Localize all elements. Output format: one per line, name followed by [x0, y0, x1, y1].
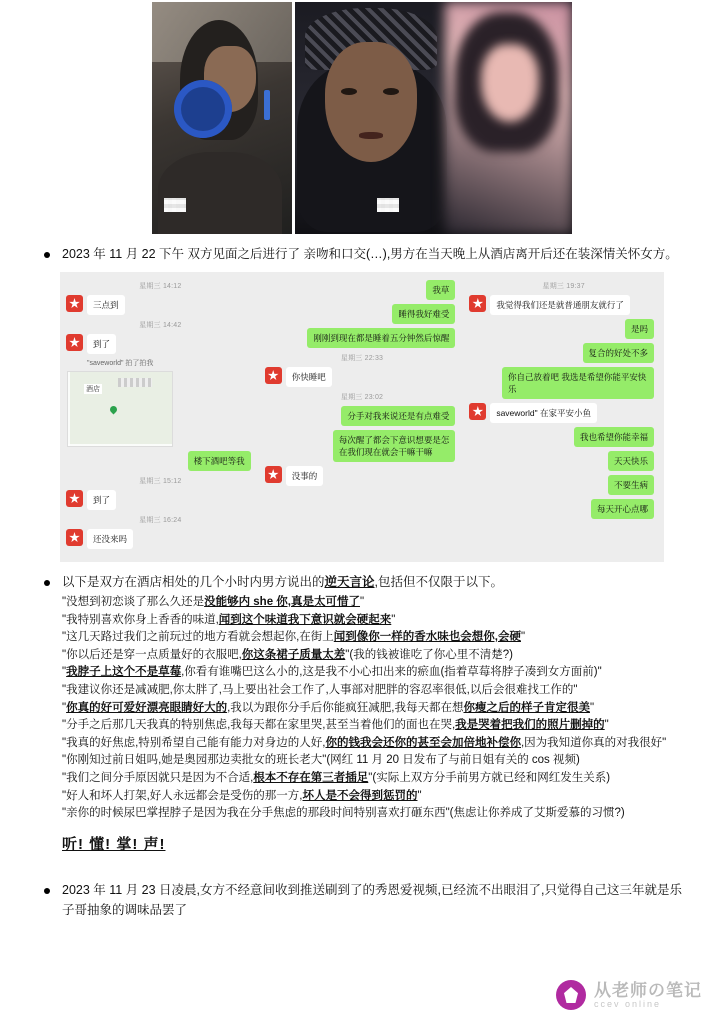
map-pin-icon — [109, 405, 119, 415]
censor-mosaic-icon — [164, 198, 186, 212]
avatar — [265, 466, 282, 483]
headphones-icon — [174, 80, 232, 138]
chat-message-out — [469, 343, 658, 363]
chat-bubble: 你快睡吧 — [286, 367, 332, 387]
avatar — [66, 529, 83, 546]
chat-bubble: 是吗 — [625, 319, 654, 339]
chat-message-out — [469, 499, 658, 519]
chat-bubble: 我草 — [426, 280, 455, 300]
censor-mosaic-icon — [118, 378, 152, 387]
chat-message-out — [469, 427, 658, 447]
quote-line: "你刚知过前日姐吗,她是奥园那边卖批女的班长老大"(网红 11 月 20 日发布了与前日姐有关的 cos 视频) — [62, 754, 580, 767]
chat-bubble: 天天快乐 — [608, 451, 654, 471]
photo-right — [295, 2, 572, 234]
quote-line: "我们之间分手原因就只是因为不合适,根本不存在第三者插足"(实际上双方分手前男方就已经和网红发生关系) — [62, 771, 611, 784]
chat-timestamp: 星期三 23:02 — [340, 394, 384, 401]
photo-strip — [152, 0, 572, 234]
chat-message-in — [469, 403, 658, 423]
quote-line: "亲你的时候尿巴掌捏脖子是因为我在分手焦虑的那段时间特别喜欢打砸东西"(焦虑让你养成了艾斯爱慕的习惯?) — [62, 807, 625, 820]
chat-bubble: 三点到 — [87, 295, 125, 315]
shield-logo-icon — [556, 980, 586, 1010]
chat-bubble: 刚刚到现在都是睡着五分钟然后惊醒 — [307, 328, 455, 348]
chat-timestamp: 星期三 22:33 — [340, 355, 384, 362]
chat-message-out — [469, 475, 658, 495]
chat-message-in — [469, 295, 658, 315]
face-shape — [325, 42, 417, 162]
chat-system-note: "saveworld" 拍了拍我 — [87, 360, 154, 367]
chat-message-out — [265, 430, 460, 462]
bullet-item-2 — [18, 572, 706, 592]
bullet-text-2 — [62, 572, 503, 592]
shoulder-shape — [158, 152, 282, 234]
chat-bubble: 睡得我好难受 — [392, 304, 455, 324]
chat-bubble: 不要生病 — [608, 475, 654, 495]
quote-list — [62, 594, 706, 823]
chat-bubble: 每天开心点哪 — [591, 499, 654, 519]
photo-left — [152, 2, 292, 234]
quote-line: "这几天路过我们之前玩过的地方看就会想起你,在街上闻到像你一样的香水味也会想你,会硬" — [62, 631, 526, 644]
bullet-item-3 — [18, 880, 706, 920]
quote-line: "好人和坏人打架,好人永远都会是受伤的那一方,坏人是不会得到惩罚的" — [62, 789, 422, 802]
bullet2-suffix: ,包括但不仅限于以下。 — [374, 575, 504, 589]
chat-bubble: 复合的好处不多 — [583, 343, 655, 363]
chat-message-in — [265, 466, 460, 486]
chat-timestamp: 星期三 16:24 — [139, 517, 182, 524]
avatar — [66, 334, 83, 351]
chat-message-out — [265, 280, 460, 300]
quote-line: "我真的好焦虑,特别希望自己能有能力对身边的人好,你的钱我会还你的甚至会加倍地补偿你,因为我知道你真的对我很好" — [62, 736, 667, 749]
chat-bubble: 到了 — [87, 334, 116, 354]
chat-screenshot — [60, 272, 664, 562]
chat-bubble: 你自己放着吧 我选是希望你能平安快乐 — [502, 367, 654, 399]
chat-message-in — [66, 529, 255, 549]
chat-bubble: 还没来吗 — [87, 529, 133, 549]
pen-shape — [264, 90, 270, 120]
chat-timestamp: 星期三 14:12 — [139, 283, 182, 290]
slogan-text: 听! 懂! 掌! 声! — [62, 835, 166, 853]
chat-column-3 — [466, 276, 661, 558]
chat-bubble: 我也希望你能幸福 — [574, 427, 654, 447]
chat-timestamp: 星期三 15:12 — [139, 478, 182, 485]
chat-timestamp: 星期三 14:42 — [139, 322, 182, 329]
bullet-item-1 — [18, 244, 706, 264]
censor-mosaic-icon — [377, 198, 399, 212]
chat-bubble: 没事的 — [286, 466, 324, 486]
watermark — [556, 980, 702, 1010]
chat-message-out — [469, 451, 658, 471]
quote-line: "没想到初恋谈了那么久还是没能够内 she 你,真是太可惜了" — [62, 596, 365, 608]
chat-column-2 — [262, 276, 463, 558]
quote-line: "我建议你还是减减肥,你太胖了,马上要出社会工作了,人事部对肥胖的容忍率很低,以后会很难找工作的" — [62, 683, 578, 696]
map-attachment — [67, 371, 173, 447]
chat-column-1 — [63, 276, 258, 558]
quote-line: "我脖子上这个不是草莓,你看有谁嘴巴这么小的,这是我不小心扣出来的瘀血(指着草莓将脖子凑到女方面前)" — [62, 666, 602, 679]
chat-bubble: 楼下酒吧等我 — [188, 451, 251, 471]
avatar — [469, 403, 486, 420]
bullet2-prefix: 以下是双方在酒店相处的几个小时内男方说出的 — [62, 575, 325, 589]
chat-message-in — [66, 295, 255, 315]
bullet-dot-icon — [44, 888, 50, 894]
quote-line: "分手之后那几天我真的特别焦虑,我每天都在家里哭,甚至当着他们的面也在哭,我是哭着把我们的照片删掉的" — [62, 719, 609, 732]
chat-message-out — [265, 304, 460, 324]
chat-timestamp: 星期三 19:37 — [542, 283, 585, 290]
avatar — [265, 367, 282, 384]
left-eye — [341, 88, 357, 95]
map-label: 酒店 — [86, 386, 100, 393]
chat-message-out — [469, 367, 658, 399]
bullet-text-1: 2023 年 11 月 22 下午 双方见面之后进行了 亲吻和口交(…),男方在当天晚上从酒店离开后还在装深情关怀女方。 — [62, 247, 678, 261]
avatar — [66, 490, 83, 507]
chat-bubble: 我觉得我们还是就普通朋友就行了 — [490, 295, 630, 315]
bullet-dot-icon — [44, 252, 50, 258]
chat-message-in — [66, 334, 255, 354]
quote-line: "我特别喜欢你身上香香的味道,闻到这个味道我下意识就会硬起来" — [62, 613, 396, 626]
bullet-dot-icon — [44, 580, 50, 586]
chat-bubble: saveworld" 在家平安小鱼 — [490, 403, 597, 423]
chat-bubble: 到了 — [87, 490, 116, 510]
chat-message-out — [265, 406, 460, 426]
mouth — [359, 132, 383, 139]
watermark-title: 从老师の笔记 — [594, 980, 702, 1000]
chat-message-out — [265, 328, 460, 348]
right-eye — [383, 88, 399, 95]
avatar — [469, 295, 486, 312]
chat-bubble: 分手对我来说还是有点难受 — [341, 406, 455, 426]
chat-message-out — [66, 451, 255, 471]
chat-message-in — [66, 490, 255, 510]
bullet-text-3: 2023 年 11 月 23 日凌晨,女方不经意间收到推送刷到了的秀恩爱视频,已经流不出眼泪了,只觉得自己这三年就是乐子哥抽象的调味品罢了 — [62, 882, 682, 917]
avatar — [66, 295, 83, 312]
chat-message-out — [469, 319, 658, 339]
second-person-face — [481, 44, 539, 122]
quote-line: "你以后还是穿一点质量好的衣服吧,你这条裙子质量太差"(我的钱被谁吃了你心里不清楚?) — [62, 648, 513, 661]
chat-bubble: 每次醒了都会下意识想要是怎 在我们现在就会干嘛干嘛 — [333, 430, 456, 462]
watermark-subtitle: ccev online — [594, 998, 662, 1009]
quote-line: "你真的好可爱好漂亮眼睛好大的,我以为跟你分手后你能疯狂减肥,我每天都在想你瘦之后的样子肯定很美" — [62, 701, 595, 714]
chat-message-in — [265, 367, 460, 387]
bullet2-underline: 逆天言论 — [324, 575, 375, 589]
